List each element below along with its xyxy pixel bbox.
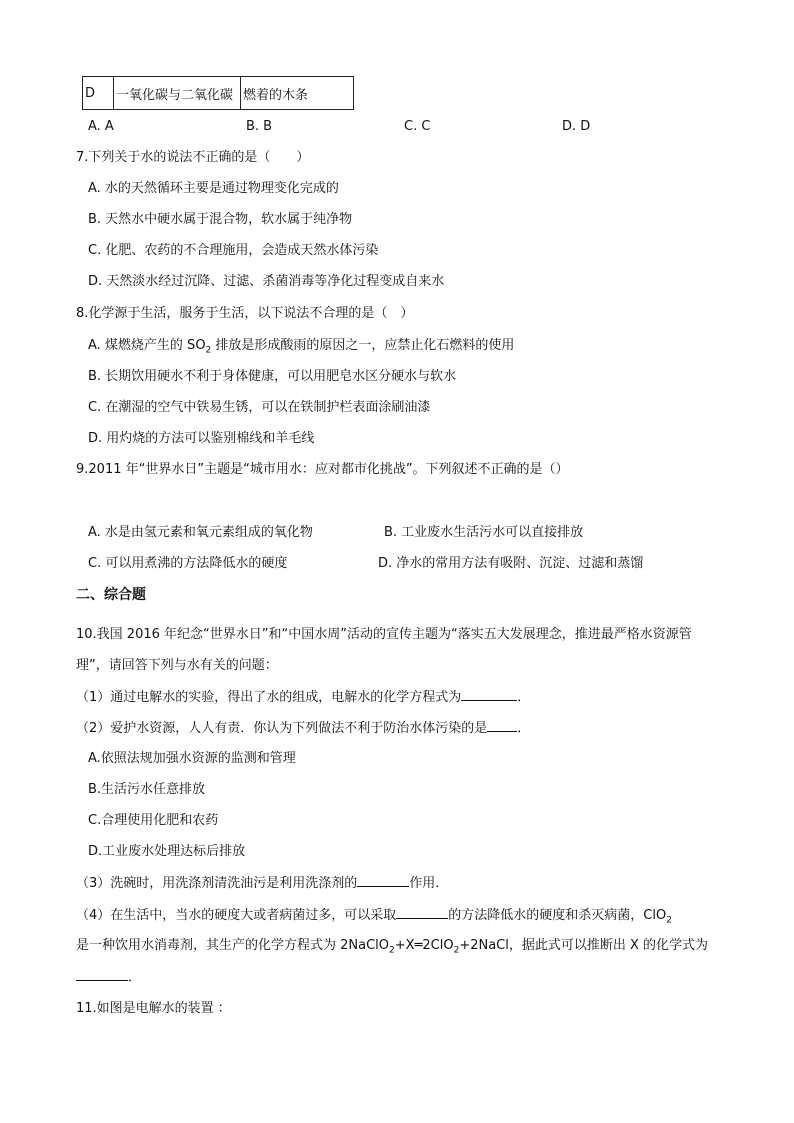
answer-blank[interactable]	[396, 906, 448, 919]
q8-option-a: A. 煤燃烧产生的 $SO_2$ 排放是形成酸雨的原因之一，应禁止化石燃料的使用	[88, 338, 515, 356]
q10-option-a: A.依照法规加强水资源的监测和管理	[88, 751, 296, 766]
q10-option-d: D.工业废水处理达标后排放	[88, 844, 246, 859]
q10-part1: （1）通过电解水的实验，得出了水的组成，电解水的化学方程式为 ．	[76, 690, 531, 705]
section-heading: 二、综合题	[76, 587, 146, 603]
q10-option-b: B.生活污水任意排放	[88, 782, 206, 797]
q8-stem: 8.化学源于生活，服务于生活，以下说法不合理的是（ ）	[76, 306, 414, 321]
answer-blank[interactable]	[461, 688, 517, 701]
q7-option-c: C. 化肥、农药的不合理施用，会造成天然水体污染	[88, 243, 379, 258]
q8-option-d: D. 用灼烧的方法可以鉴别棉线和羊毛线	[88, 431, 315, 446]
q9-option-b: B. 工业废水生活污水可以直接排放	[384, 525, 584, 540]
q10-line1: 10.我国 2016 年纪念“世界水日”和“中国水周”活动的宣传主题为“落实五大发展理念，推进最严格水资源管	[76, 627, 692, 642]
q10-part4-line3: ．	[76, 968, 141, 987]
q8-option-b: B. 长期饮用硬水不利于身体健康，可以用肥皂水区分硬水与软水	[88, 369, 457, 384]
table-cell-option: D	[83, 77, 114, 110]
answer-blank[interactable]	[357, 874, 409, 887]
q10-part4-line2: 是一种饮用水消毒剂，其生产的化学方程式为 2NaClO$_2$+X═2ClO$_2$+2NaCl，据此式可以推断出 X 的化学式为	[76, 938, 709, 956]
q10-option-c: C.合理使用化肥和农药	[88, 813, 219, 828]
q10-part4-line1: （4）在生活中，当水的硬度大或者病菌过多，可以采取 的方法降低水的硬度和杀灭病菌，ClO$_2$	[76, 908, 672, 926]
q6-option-c: C. C	[404, 119, 431, 134]
table-cell-reagent: 燃着的木条	[241, 77, 354, 110]
q7-stem: 7.下列关于水的说法不正确的是（ ）	[76, 150, 310, 165]
q7-option-a: A. 水的天然循环主要是通过物理变化完成的	[88, 181, 339, 196]
q6-option-d: D. D	[562, 119, 591, 134]
answer-blank[interactable]	[76, 968, 128, 981]
q7-option-b: B. 天然水中硬水属于混合物，软水属于纯净物	[88, 212, 353, 227]
table-cell-substances: 一氧化碳与二氧化碳	[114, 77, 241, 110]
q6-option-b: B. B	[246, 119, 273, 134]
q10-part2: （2）爱护水资源，人人有责．你认为下列做法不利于防治水体污染的是 ．	[76, 721, 531, 736]
q6-option-a: A. A	[88, 119, 114, 134]
q9-stem: 9.2011 年“世界水日”主题是“城市用水：应对都市化挑战”。下列叙述不正确的是（）	[76, 462, 569, 477]
table-row	[83, 77, 354, 110]
q8-option-c: C. 在潮湿的空气中铁易生锈，可以在铁制护栏表面涂刷油漆	[88, 400, 431, 415]
q9-option-d: D. 净水的常用方法有吸附、沉淀、过滤和蒸馏	[378, 556, 644, 571]
answer-blank[interactable]	[487, 719, 517, 732]
q9-option-c: C. 可以用煮沸的方法降低水的硬度	[88, 556, 288, 571]
q11-stem: 11.如图是电解水的装置 ：	[76, 1001, 231, 1016]
q9-option-a: A. 水是由氢元素和氧元素组成的氧化物	[88, 525, 313, 540]
q10-part3: （3）洗碗时，用洗涤剂清洗油污是利用洗涤剂的 作用．	[76, 876, 449, 891]
q7-option-d: D. 天然淡水经过沉降、过滤、杀菌消毒等净化过程变成自来水	[88, 274, 445, 289]
answer-table	[82, 76, 354, 110]
q10-line2: 理”，请回答下列与水有关的问题：	[76, 658, 278, 673]
